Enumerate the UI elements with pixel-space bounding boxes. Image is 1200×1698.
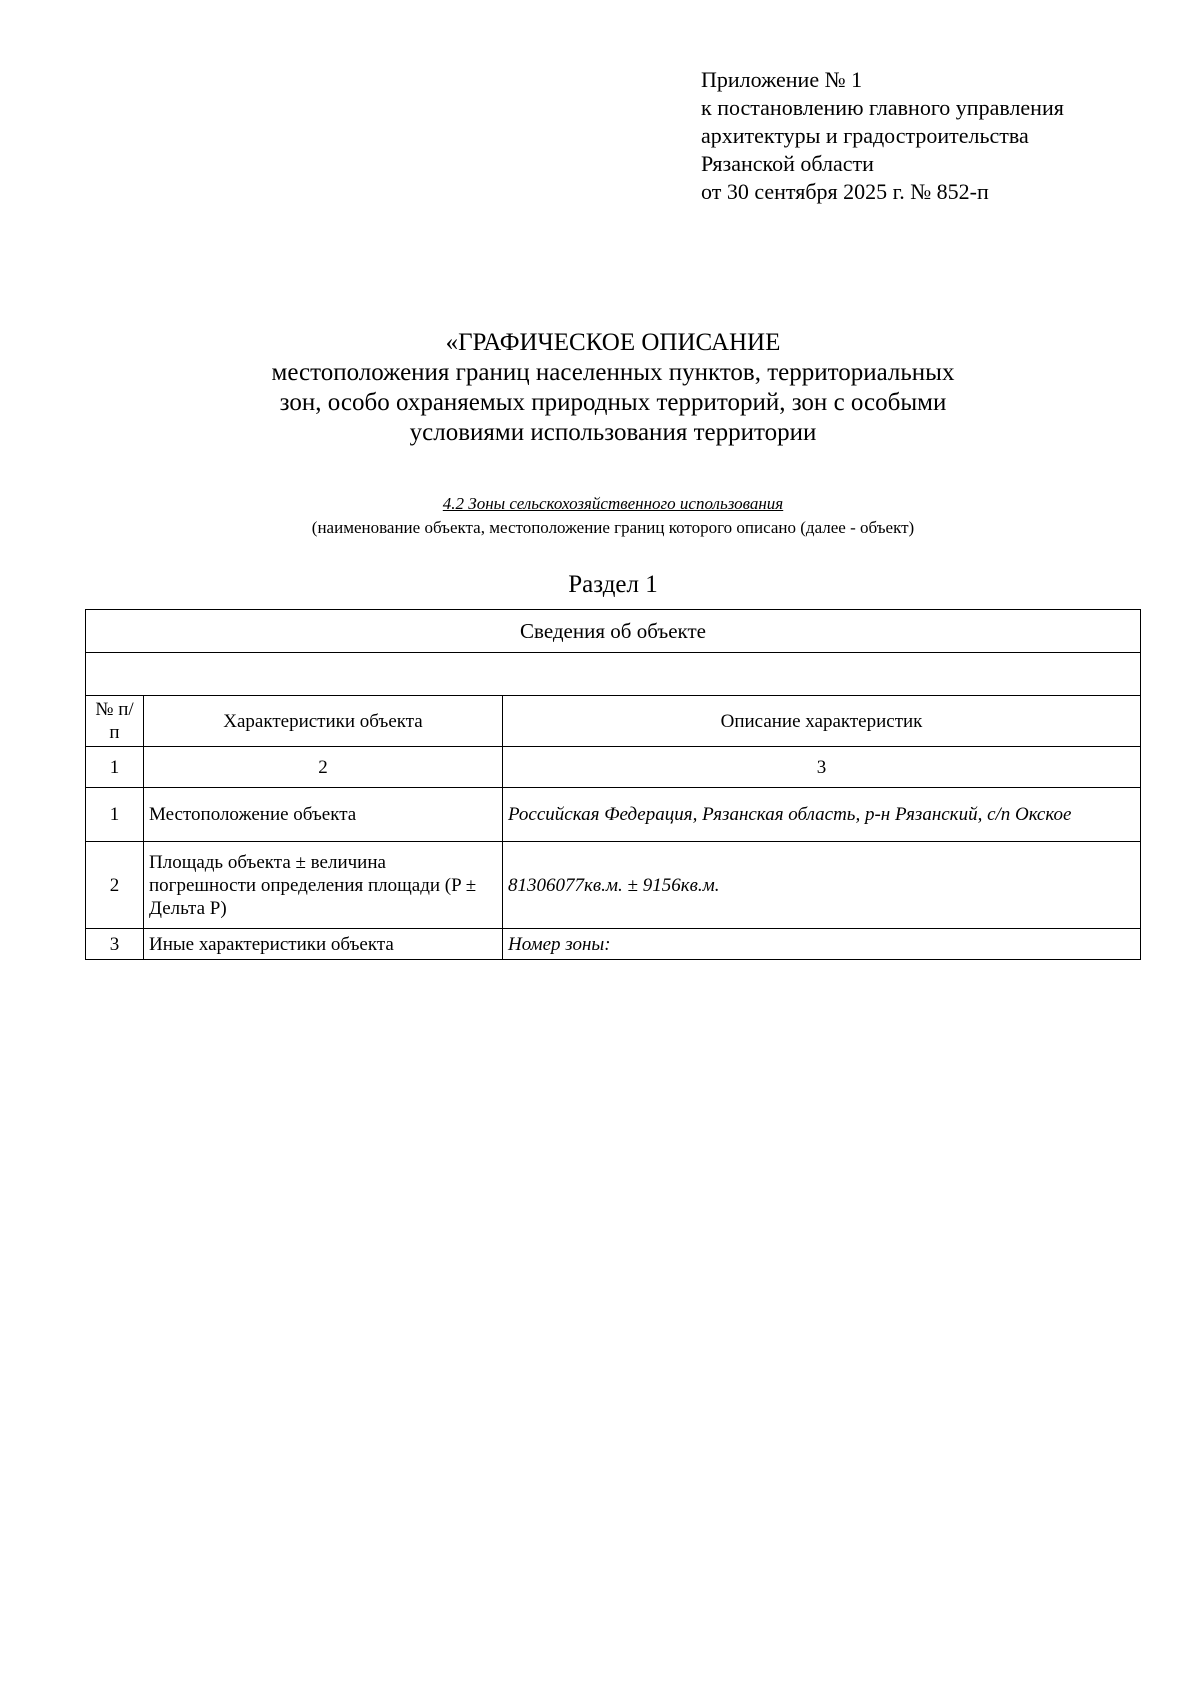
appendix-line: к постановлению главного управления: [701, 95, 1064, 120]
row-characteristic: Иные характеристики объекта: [144, 929, 503, 960]
table-row: [86, 788, 1141, 842]
row-description: 81306077кв.м. ± 9156кв.м.: [503, 842, 1141, 929]
row-description: Номер зоны:: [503, 929, 1141, 960]
object-name-caption: (наименование объекта, местоположение границ которого описано (далее - объект): [311, 518, 915, 537]
row-characteristic: Площадь объекта ± величина погрешности определения площади (P ± Дельта P): [144, 842, 503, 929]
column-index-row: [86, 747, 1141, 788]
title-line: «ГРАФИЧЕСКОЕ ОПИСАНИЕ: [445, 329, 781, 356]
document-title: [86, 328, 1140, 448]
table-row: [86, 929, 1141, 960]
title-line: зон, особо охраняемых природных территорий, зон с особыми: [279, 389, 947, 416]
appendix-line: архитектуры и градостроительства: [701, 123, 1029, 148]
header-description: Описание характеристик: [503, 696, 1141, 747]
column-index: 1: [86, 747, 144, 788]
title-line: условиями использования территории: [409, 419, 817, 446]
appendix-line: Рязанской области: [701, 151, 874, 176]
row-num: 1: [86, 788, 144, 842]
table-caption: Сведения об объекте: [86, 610, 1141, 653]
section-heading: Раздел 1: [568, 571, 658, 598]
table-blank-row: [86, 653, 1141, 696]
table-blank-cell: [86, 653, 1141, 696]
header-num: № п/п: [86, 696, 144, 747]
row-num: 2: [86, 842, 144, 929]
row-characteristic: Местоположение объекта: [144, 788, 503, 842]
appendix-reference: [701, 66, 1171, 206]
object-info-table: [85, 609, 1141, 960]
table-row: [86, 842, 1141, 929]
header-characteristic: Характеристики объекта: [144, 696, 503, 747]
row-description: Российская Федерация, Рязанская область, р-н Рязанский, с/п Окское: [503, 788, 1141, 842]
object-name: 4.2 Зоны сельскохозяйственного использования: [442, 494, 784, 513]
title-line: местоположения границ населенных пунктов, территориальных: [271, 359, 955, 386]
column-index: 3: [503, 747, 1141, 788]
row-num: 3: [86, 929, 144, 960]
table-caption-row: [86, 610, 1141, 653]
column-index: 2: [144, 747, 503, 788]
appendix-line: Приложение № 1: [701, 67, 863, 92]
appendix-line: от 30 сентября 2025 г. № 852-п: [701, 179, 989, 204]
table-header-row: [86, 696, 1141, 747]
